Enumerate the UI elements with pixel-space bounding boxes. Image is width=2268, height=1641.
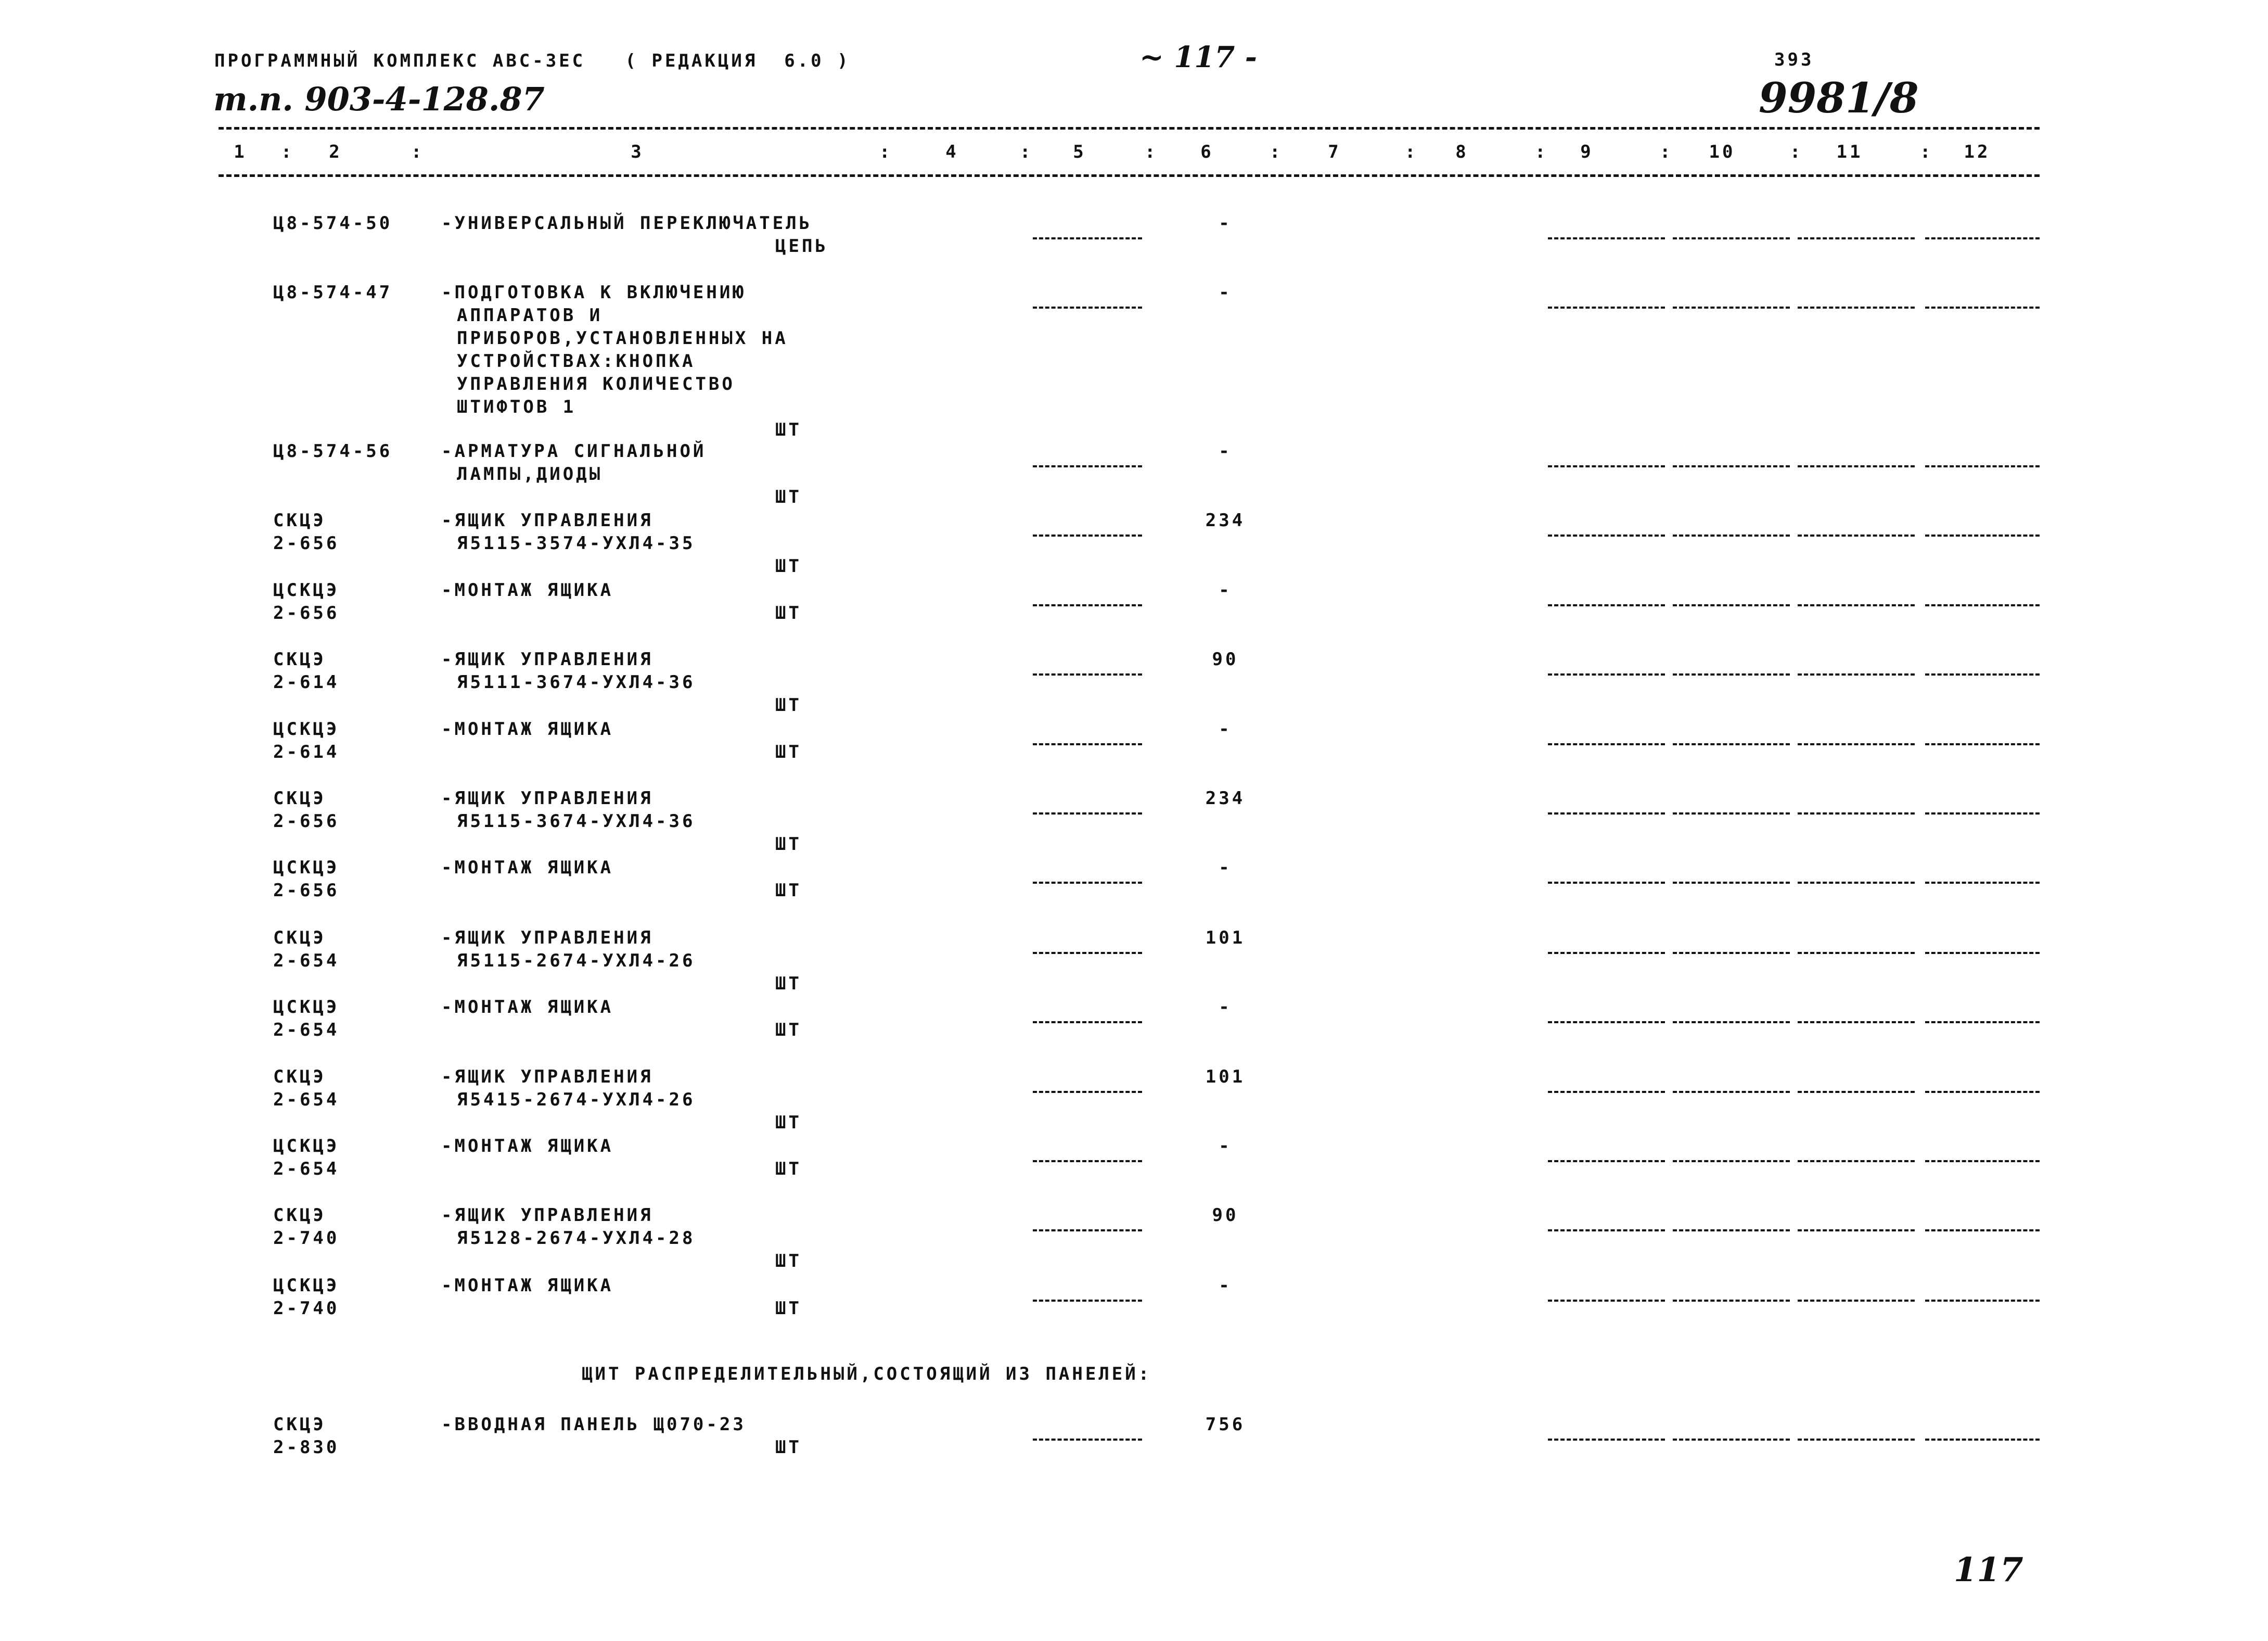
right-divider (1673, 604, 1790, 606)
right-divider (1548, 465, 1665, 467)
row-unit: ШТ (775, 1298, 802, 1319)
row-name: -ЯЩИК УПРАВЛЕНИЯ (441, 510, 654, 531)
row-col6: 234 (1205, 788, 1246, 809)
price-divider (1033, 743, 1142, 745)
row-code: 2-614 (273, 672, 340, 693)
column-separator: : (1270, 142, 1283, 162)
row-name: АППАРАТОВ И (457, 305, 603, 326)
row-unit: ШТ (775, 880, 802, 901)
row-unit: ЦЕПЬ (775, 236, 828, 257)
right-divider (1925, 1439, 2040, 1441)
header-rule-bottom (219, 174, 2040, 177)
right-divider (1673, 307, 1790, 309)
row-col6: 756 (1205, 1414, 1246, 1435)
price-divider (1033, 465, 1142, 467)
right-divider (1673, 465, 1790, 467)
row-code: ЦСКЦЭ (273, 1275, 340, 1296)
column-separator: : (281, 142, 294, 162)
column-separator: : (1535, 142, 1548, 162)
right-divider (1798, 604, 1915, 606)
price-divider (1033, 1160, 1142, 1162)
right-divider (1925, 1160, 2040, 1162)
row-code: СКЦЭ (273, 1414, 326, 1435)
row-code: ЦСКЦЭ (273, 1136, 340, 1156)
price-divider (1033, 952, 1142, 954)
right-divider (1798, 465, 1915, 467)
column-header-5: 5 (1073, 142, 1086, 162)
row-unit: ШТ (775, 1020, 802, 1040)
right-divider (1548, 307, 1665, 309)
price-divider (1033, 1300, 1142, 1302)
right-divider (1925, 604, 2040, 606)
right-divider (1925, 1091, 2040, 1093)
row-code: 2-654 (273, 1089, 340, 1110)
row-code: 2-830 (273, 1437, 340, 1458)
row-name: -ЯЩИК УПРАВЛЕНИЯ (441, 1205, 654, 1226)
right-divider (1925, 465, 2040, 467)
row-name: -МОНТАЖ ЯЩИКА (441, 580, 614, 601)
right-divider (1673, 237, 1790, 239)
row-name: -ЯЩИК УПРАВЛЕНИЯ (441, 1066, 654, 1087)
row-name: ШТИФТОВ 1 (457, 397, 576, 417)
tp-code: т.п. 903-4-128.87 (213, 80, 545, 118)
right-divider (1925, 1229, 2040, 1231)
right-divider (1925, 535, 2040, 537)
right-divider (1798, 1439, 1915, 1441)
row-unit: ШТ (775, 1159, 802, 1179)
row-unit: ШТ (775, 973, 802, 994)
right-divider (1798, 535, 1915, 537)
right-divider (1548, 237, 1665, 239)
row-code: СКЦЭ (273, 788, 326, 809)
row-name: -МОНТАЖ ЯЩИКА (441, 997, 614, 1017)
row-col6: - (1219, 719, 1232, 740)
page-mark: ~ 117 - (1139, 40, 1258, 74)
price-divider (1033, 1439, 1142, 1441)
column-header-9: 9 (1580, 142, 1594, 162)
right-divider (1798, 1300, 1915, 1302)
row-unit: ШТ (775, 487, 802, 507)
row-code: 2-656 (273, 811, 340, 832)
column-header-2: 2 (329, 142, 342, 162)
row-code: ЦСКЦЭ (273, 857, 340, 878)
row-col6: 90 (1212, 649, 1239, 670)
right-divider (1925, 743, 2040, 745)
program-header: ПРОГРАММНЫЙ КОМПЛЕКС АВС-ЗЕС ( РЕДАКЦИЯ 6.0 ) (214, 50, 851, 71)
right-divider (1548, 1439, 1665, 1441)
right-divider (1673, 535, 1790, 537)
right-divider (1798, 743, 1915, 745)
row-name: -ЯЩИК УПРАВЛЕНИЯ (441, 788, 654, 809)
row-col6: - (1219, 1136, 1232, 1156)
price-divider (1033, 812, 1142, 815)
right-divider (1548, 743, 1665, 745)
header-rule-top (219, 127, 2040, 130)
row-code: 2-656 (273, 533, 340, 554)
right-divider (1798, 1091, 1915, 1093)
price-divider (1033, 1229, 1142, 1231)
row-code: 2-740 (273, 1228, 340, 1249)
price-divider (1033, 673, 1142, 676)
column-separator: : (1145, 142, 1158, 162)
row-code: 2-740 (273, 1298, 340, 1319)
row-code: СКЦЭ (273, 1066, 326, 1087)
row-col6: - (1219, 441, 1232, 462)
row-name: -ЯЩИК УПРАВЛЕНИЯ (441, 649, 654, 670)
row-code: СКЦЭ (273, 649, 326, 670)
section-title: ЩИТ РАСПРЕДЕЛИТЕЛЬНЫЙ,СОСТОЯЩИЙ ИЗ ПАНЕЛЕЙ: (582, 1364, 1152, 1384)
right-divider (1798, 673, 1915, 676)
right-divider (1925, 952, 2040, 954)
row-unit: ШТ (775, 1251, 802, 1271)
row-name: -ПОДГОТОВКА К ВКЛЮЧЕНИЮ (441, 282, 746, 303)
price-divider (1033, 237, 1142, 239)
row-name: Я5115-2674-УХЛ4-26 (457, 950, 696, 971)
row-unit: ШТ (775, 603, 802, 624)
page-number: 393 (1774, 49, 1814, 70)
row-col6: - (1219, 282, 1232, 303)
column-separator: : (1790, 142, 1803, 162)
right-divider (1548, 1229, 1665, 1231)
right-divider (1548, 952, 1665, 954)
row-name: -УНИВЕРСАЛЬНЫЙ ПЕРЕКЛЮЧАТЕЛЬ (441, 213, 813, 234)
right-divider (1673, 673, 1790, 676)
right-divider (1548, 673, 1665, 676)
right-divider (1925, 882, 2040, 884)
row-name: -МОНТАЖ ЯЩИКА (441, 1136, 614, 1156)
price-divider (1033, 535, 1142, 537)
right-divider (1798, 882, 1915, 884)
column-header-11: 11 (1836, 142, 1863, 162)
price-divider (1033, 307, 1142, 309)
row-name: ЛАМПЫ,ДИОДЫ (457, 464, 603, 485)
row-unit: ШТ (775, 556, 802, 577)
row-code: 2-656 (273, 603, 340, 624)
right-divider (1673, 882, 1790, 884)
row-code: ЦСКЦЭ (273, 719, 340, 740)
right-divider (1798, 307, 1915, 309)
footer-mark: 117 (1954, 1550, 2023, 1589)
right-divider (1925, 673, 2040, 676)
row-col6: 101 (1205, 927, 1246, 948)
row-col6: - (1219, 580, 1232, 601)
price-divider (1033, 882, 1142, 884)
column-header-4: 4 (945, 142, 959, 162)
row-code: Ц8-574-56 (273, 441, 393, 462)
right-divider (1798, 237, 1915, 239)
right-divider (1673, 1439, 1790, 1441)
right-divider (1798, 952, 1915, 954)
right-divider (1925, 812, 2040, 815)
right-divider (1673, 812, 1790, 815)
row-col6: 101 (1205, 1066, 1246, 1087)
column-header-6: 6 (1200, 142, 1214, 162)
right-divider (1548, 812, 1665, 815)
right-divider (1673, 1091, 1790, 1093)
right-divider (1548, 604, 1665, 606)
right-divider (1548, 1021, 1665, 1023)
row-name: Я5115-3574-УХЛ4-35 (457, 533, 696, 554)
price-divider (1033, 1091, 1142, 1093)
right-divider (1925, 237, 2040, 239)
right-divider (1673, 1160, 1790, 1162)
right-divider (1673, 1300, 1790, 1302)
right-divider (1925, 1021, 2040, 1023)
row-name: Я5111-3674-УХЛ4-36 (457, 672, 696, 693)
right-divider (1798, 1229, 1915, 1231)
column-separator: : (411, 142, 425, 162)
row-code: 2-614 (273, 742, 340, 762)
row-col6: - (1219, 997, 1232, 1017)
column-separator: : (1920, 142, 1933, 162)
doc-code: 9981/8 (1759, 73, 1919, 122)
column-header-12: 12 (1964, 142, 1991, 162)
row-name: -МОНТАЖ ЯЩИКА (441, 719, 614, 740)
row-code: Ц8-574-47 (273, 282, 393, 303)
right-divider (1798, 1160, 1915, 1162)
row-unit: ШТ (775, 742, 802, 762)
row-name: -АРМАТУРА СИГНАЛЬНОЙ (441, 441, 707, 462)
right-divider (1673, 952, 1790, 954)
column-separator: : (1405, 142, 1418, 162)
right-divider (1548, 1160, 1665, 1162)
price-divider (1033, 604, 1142, 606)
price-divider (1033, 1021, 1142, 1023)
column-separator: : (879, 142, 893, 162)
row-code: ЦСКЦЭ (273, 997, 340, 1017)
row-code: СКЦЭ (273, 927, 326, 948)
row-code: 2-654 (273, 950, 340, 971)
row-name: УСТРОЙСТВАХ:КНОПКА (457, 351, 696, 372)
column-header-8: 8 (1455, 142, 1469, 162)
row-col6: - (1219, 857, 1232, 878)
row-name: Я5415-2674-УХЛ4-26 (457, 1089, 696, 1110)
row-col6: - (1219, 213, 1232, 234)
row-unit: ШТ (775, 695, 802, 716)
row-code: СКЦЭ (273, 510, 326, 531)
right-divider (1548, 535, 1665, 537)
row-unit: ШТ (775, 1112, 802, 1133)
column-header-3: 3 (631, 142, 644, 162)
row-name: -ЯЩИК УПРАВЛЕНИЯ (441, 927, 654, 948)
row-code: 2-654 (273, 1159, 340, 1179)
right-divider (1798, 1021, 1915, 1023)
row-name: Я5128-2674-УХЛ4-28 (457, 1228, 696, 1249)
row-code: 2-656 (273, 880, 340, 901)
right-divider (1673, 1021, 1790, 1023)
row-code: ЦСКЦЭ (273, 580, 340, 601)
row-code: 2-654 (273, 1020, 340, 1040)
column-header-1: 1 (234, 142, 247, 162)
column-header-7: 7 (1328, 142, 1341, 162)
row-name: -ВВОДНАЯ ПАНЕЛЬ Щ070-23 (441, 1414, 746, 1435)
column-separator: : (1020, 142, 1033, 162)
row-name: Я5115-3674-УХЛ4-36 (457, 811, 696, 832)
right-divider (1548, 1091, 1665, 1093)
row-code: СКЦЭ (273, 1205, 326, 1226)
right-divider (1548, 882, 1665, 884)
row-unit: ШТ (775, 1437, 802, 1458)
right-divider (1925, 307, 2040, 309)
row-col6: 234 (1205, 510, 1246, 531)
row-name: УПРАВЛЕНИЯ КОЛИЧЕСТВО (457, 374, 735, 395)
row-code: Ц8-574-50 (273, 213, 393, 234)
right-divider (1673, 1229, 1790, 1231)
row-col6: 90 (1212, 1205, 1239, 1226)
row-name: -МОНТАЖ ЯЩИКА (441, 857, 614, 878)
right-divider (1798, 812, 1915, 815)
row-unit: ШТ (775, 834, 802, 855)
row-col6: - (1219, 1275, 1232, 1296)
right-divider (1925, 1300, 2040, 1302)
column-header-10: 10 (1709, 142, 1736, 162)
row-name: -МОНТАЖ ЯЩИКА (441, 1275, 614, 1296)
right-divider (1548, 1300, 1665, 1302)
right-divider (1673, 743, 1790, 745)
row-unit: ШТ (775, 419, 802, 440)
column-separator: : (1660, 142, 1673, 162)
row-name: ПРИБОРОВ,УСТАНОВЛЕННЫХ НА (457, 328, 788, 349)
